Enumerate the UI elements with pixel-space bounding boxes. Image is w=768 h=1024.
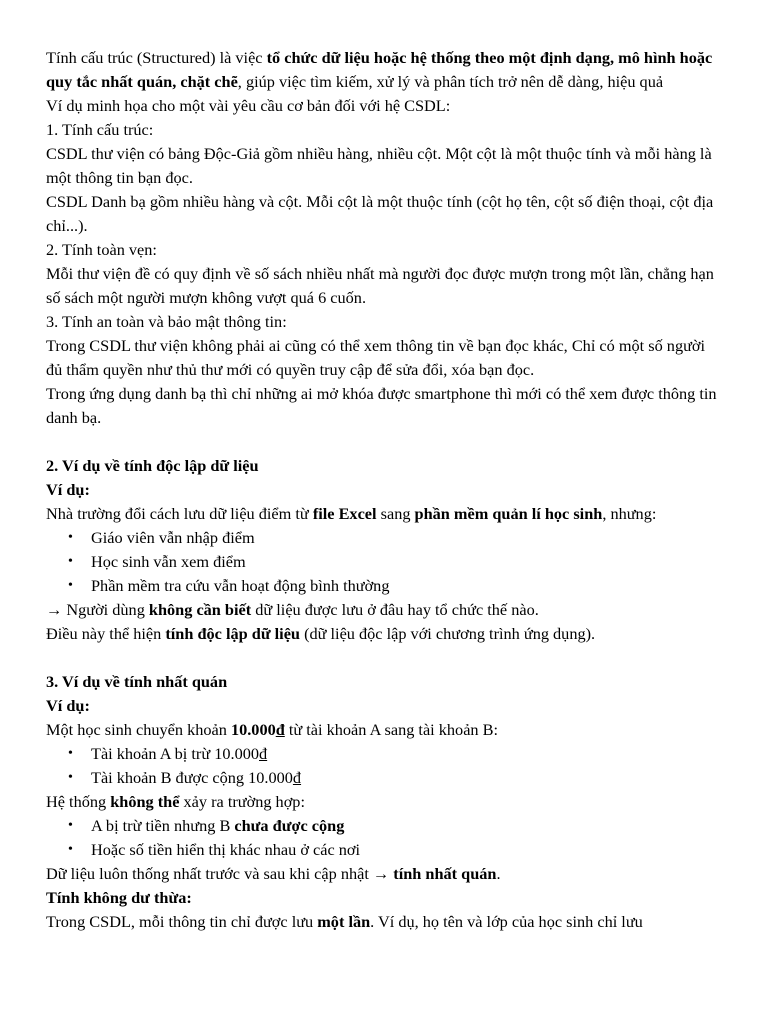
item-structure-title: 1. Tính cấu trúc: (46, 120, 154, 139)
section-4-heading: Tính không dư thừa: (46, 888, 192, 907)
security-contacts: Trong ứng dụng danh bạ thì chỉ những ai mở khóa được smartphone thì mới có thể xem được thông tin danh bạ. (46, 384, 717, 427)
item-integrity-title: 2. Tính toàn vẹn: (46, 240, 157, 259)
section-2-paragraph-3: Điều này thể hiện tính độc lập dữ liệu (dữ liệu độc lập với chương trình ứng dụng). (46, 624, 596, 643)
list-item: • Tài khoản B được cộng 10.000đ (91, 766, 724, 790)
list-item: • A bị trừ tiền nhưng B chưa được cộng (91, 814, 724, 838)
integrity-text: Mỗi thư viện đề có quy định về số sách nhiều nhất mà người đọc được mượn trong một lần, chẳng hạn số sách một người mượn không vượt quá 6 cuốn. (46, 264, 714, 307)
item-security-title: 3. Tính an toàn và bảo mật thông tin: (46, 312, 287, 331)
list-item: • Hoặc số tiền hiển thị khác nhau ở các nơi (91, 838, 724, 862)
section-3-paragraph-2: Hệ thống không thể xảy ra trường hợp: (46, 792, 305, 811)
list-item: • Tài khoản A bị trừ 10.000đ (91, 742, 724, 766)
structure-contacts: CSDL Danh bạ gồm nhiều hàng và cột. Mỗi cột là một thuộc tính (cột họ tên, cột số điện thoại, cột địa chỉ...). (46, 192, 714, 235)
section-2-paragraph-2: → Người dùng không cần biết dữ liệu được lưu ở đâu hay tổ chức thế nào. (46, 600, 539, 619)
section-2-paragraph-1: Nhà trường đổi cách lưu dữ liệu điểm từ file Excel sang phần mềm quản lí học sinh, nhưng: (46, 504, 657, 523)
list-item: • Phần mềm tra cứu vẫn hoạt động bình thường (91, 574, 724, 598)
section-3-paragraph-1: Một học sinh chuyển khoản 10.000đ từ tài khoản A sang tài khoản B: (46, 720, 499, 739)
intro-bold: tổ chức dữ liệu hoặc hệ thống theo một định dạng, mô hình hoặc quy tắc nhất quán, chặt chẽ (46, 48, 713, 91)
example-intro: Ví dụ minh họa cho một vài yêu cầu cơ bản đối với hệ CSDL: (46, 96, 451, 115)
structure-library: CSDL thư viện có bảng Độc-Giả gồm nhiều hàng, nhiều cột. Một cột là một thuộc tính và mỗi hàng là một thông tin bạn đọc. (46, 144, 712, 187)
section-3-heading: 3. Ví dụ về tính nhất quán (46, 672, 228, 691)
section-3-bullet-list-2 (46, 814, 724, 862)
section-2-bullet-list (46, 526, 724, 598)
section-2-heading: 2. Ví dụ về tính độc lập dữ liệu (46, 456, 259, 475)
security-library: Trong CSDL thư viện không phải ai cũng có thể xem thông tin về bạn đọc khác, Chỉ có một số người đủ thẩm quyền như thủ thư mới có quyền truy cập để sửa đổi, xóa bạn đọc. (46, 336, 706, 379)
section-3-paragraph-3: Dữ liệu luôn thống nhất trước và sau khi cập nhật → tính nhất quán. (46, 864, 501, 883)
intro-paragraph: Tính cấu trúc (Structured) là việc tổ chức dữ liệu hoặc hệ thống theo một định dạng, mô hình hoặc quy tắc nhất quán, chặt chẽ, giúp việc tìm kiếm, xử lý và phân tích trở nên dễ dàng, hiệu quả (46, 48, 713, 91)
section-3-bullet-list-1 (46, 742, 724, 790)
section-4-paragraph-1: Trong CSDL, mỗi thông tin chỉ được lưu một lần. Ví dụ, họ tên và lớp của học sinh chỉ lưu (46, 912, 643, 931)
section-2-example-label: Ví dụ: (46, 480, 90, 499)
list-item: • Giáo viên vẫn nhập điểm (91, 526, 724, 550)
section-3-example-label: Ví dụ: (46, 696, 90, 715)
list-item: • Học sinh vẫn xem điểm (91, 550, 724, 574)
